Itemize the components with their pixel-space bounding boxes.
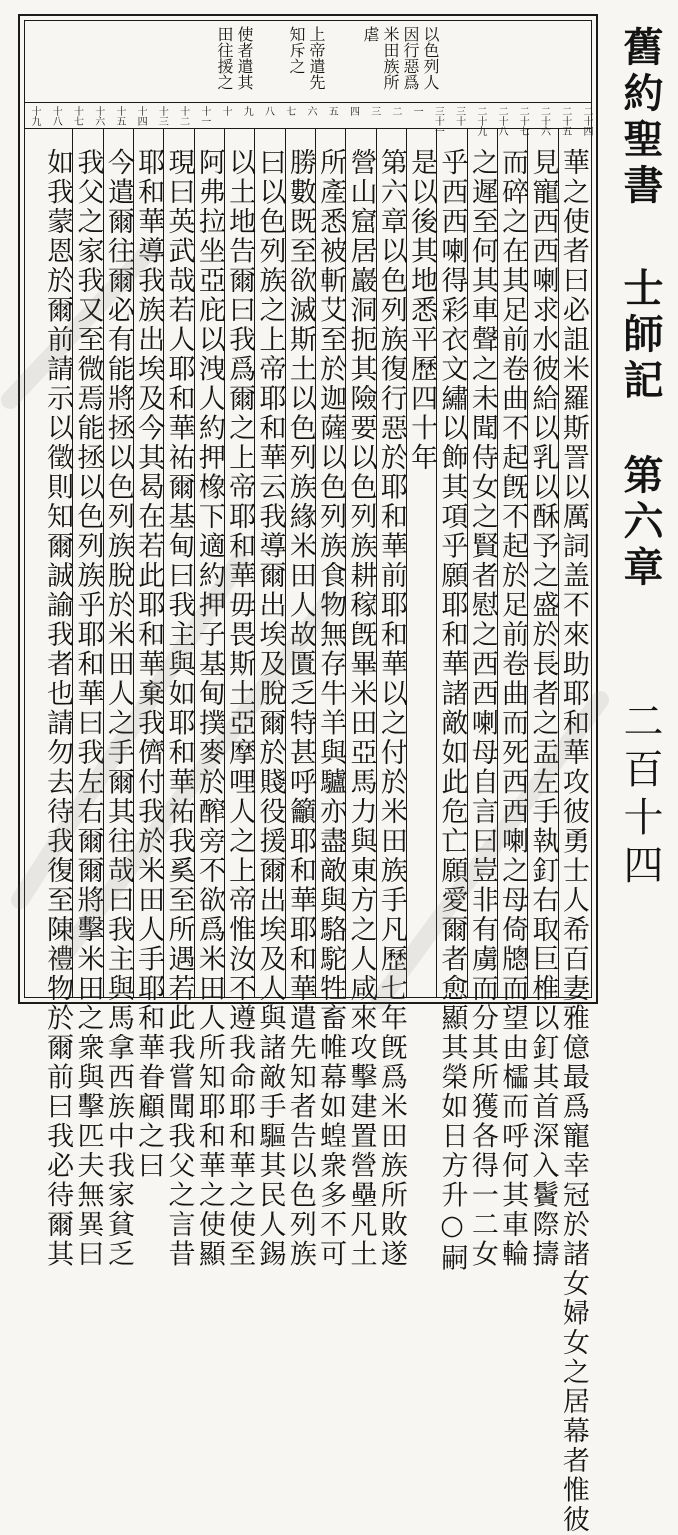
- text-column: 現曰英武哉若人耶和華祐爾基甸曰我主與如耶和華祐我奚至所遇若此我嘗聞我父之言昔: [163, 148, 195, 1269]
- text-column: 勝數既至欲滅斯土以色列族緣米田人故匱乏特甚呼籲耶和華耶和華遣先知者告以色列族: [284, 148, 316, 1269]
- text-column: 華之使者曰必詛米羅斯詈以厲詞盖不來助耶和華攻彼勇士人希百妻雅億最爲寵幸冠於諸女婦女之居幕者惟彼: [557, 148, 589, 1535]
- verse-number: 四: [347, 106, 359, 116]
- verse-number: 六: [305, 106, 316, 116]
- heading-note-line: 上帝遣先: [307, 26, 326, 90]
- heading-note-line: 田往援之: [215, 26, 234, 90]
- verse-number: 十三: [156, 106, 168, 126]
- verse-number: 十: [220, 106, 232, 116]
- running-head-chapter: 第六章: [617, 454, 664, 592]
- text-column: 營山窟居巖洞扼其險要以色列族耕稼旣畢米田亞馬力與東方之人咸來攻擊建置營壘凡土: [345, 148, 377, 1269]
- verse-number: 十七: [71, 106, 83, 126]
- text-column: 是以後其地悉平歷四十年: [406, 148, 438, 473]
- text-column: 所產悉被斬艾至於迦薩以色列族食物無存牛羊與驢亦盡敵與駱駝牲畜帷幕如蝗衆多不可: [315, 148, 347, 1269]
- text-column: 之遲至何其車聲之未聞侍女之賢者慰之西西喇母自言曰豈非有虜而分其所獲各得一二女: [466, 148, 498, 1269]
- running-head: [616, 26, 664, 592]
- verse-number: 二十九: [474, 106, 486, 136]
- verse-number: 八: [262, 106, 274, 116]
- verse-number: 十二: [177, 106, 189, 126]
- verse-number: 三十一: [432, 106, 444, 136]
- text-column: 見寵西西喇求水彼給以乳以酥予之盛於長者之盂左手執釘右取巨椎以釘其首深入鬢際擣: [527, 148, 559, 1269]
- text-column: 我父之家我又至微焉能拯以色列族乎耶和華曰我左右爾爾將擊米田之衆與擊匹夫無異曰: [72, 148, 104, 1269]
- verse-number: 五: [326, 106, 338, 116]
- running-head-book: 士師記: [617, 267, 664, 405]
- verse-number: 二十四: [581, 106, 592, 136]
- verse-number: 二十七: [517, 106, 529, 136]
- verse-number: 十五: [113, 106, 125, 126]
- verse-number: 一: [411, 106, 423, 116]
- text-column: 如我蒙恩於爾前請示以徵則知爾誠諭我者也請勿去待我復至陳禮物於爾前曰我必待爾其: [42, 148, 74, 1269]
- text-column: 以土地告爾曰我爲爾之上帝耶和華毋畏斯土亞摩哩人之上帝惟汝不遵我命耶和華之使至: [224, 148, 256, 1269]
- text-column: 第六章以色列族復行惡於耶和華前耶和華以之付於米田族手凡歷七年旣爲米田族所敗遂: [375, 148, 407, 1269]
- text-column: 阿弗拉坐亞庇以洩人約押橡下適約押子基甸撲麥於醡旁不欲爲米田人所知耶和華之使顯: [193, 148, 225, 1269]
- verse-number: 二十六: [538, 106, 550, 136]
- verse-number: 十一: [198, 106, 210, 126]
- heading-note-line: 米田族所: [381, 26, 400, 90]
- ruler-top: [24, 102, 592, 103]
- verse-number: 十八: [50, 106, 62, 126]
- text-column: 乎西西喇得彩衣文繡以飾其項乎願耶和華諸敵如此危亡願愛爾者愈顯其榮如日方升○嗣: [436, 148, 468, 1273]
- page-number: [618, 700, 662, 930]
- verse-number: 二十八: [496, 106, 508, 136]
- verse-number: 三: [368, 106, 380, 116]
- verse-number: 三十: [453, 106, 465, 126]
- verse-number: 二: [389, 106, 401, 116]
- heading-note-line: 因行惡爲: [401, 26, 420, 90]
- text-column: 而碎之在其足前卷曲不起旣不起於足前卷曲而死西西喇之母倚牕而望由櫺而呼何其車輪: [497, 148, 529, 1269]
- verse-number: 十九: [29, 106, 40, 126]
- text-column: 耶和華導我族出埃及今其曷在若此耶和華棄我儕付我於米田人手耶和華眷顧之曰: [133, 148, 165, 1181]
- verse-number: 十四: [135, 106, 147, 126]
- text-column: 曰以色列族之上帝耶和華云我導爾出埃及脫爾於賤役援爾出埃及人與諸敵手驅其民人錫: [254, 148, 286, 1269]
- verse-number: 七: [283, 106, 295, 116]
- page-number-text: 二百十四: [617, 700, 663, 892]
- running-head-title: 舊約聖書: [617, 26, 664, 210]
- heading-note-line: 使者遣其: [235, 26, 254, 90]
- heading-note-line: 虐: [361, 26, 380, 42]
- verse-number: 十六: [92, 106, 104, 126]
- verse-number: 九: [241, 106, 253, 116]
- text-column: 今遣爾往爾必有能將拯以色列族脫於米田人之手爾其往哉曰我主與馬拿西族中我家貧乏: [102, 148, 134, 1269]
- heading-note: [200, 24, 440, 104]
- heading-note-line: 以色列人: [421, 26, 440, 90]
- heading-note-line: 知斥之: [287, 26, 306, 74]
- verse-number: 二十五: [559, 106, 571, 136]
